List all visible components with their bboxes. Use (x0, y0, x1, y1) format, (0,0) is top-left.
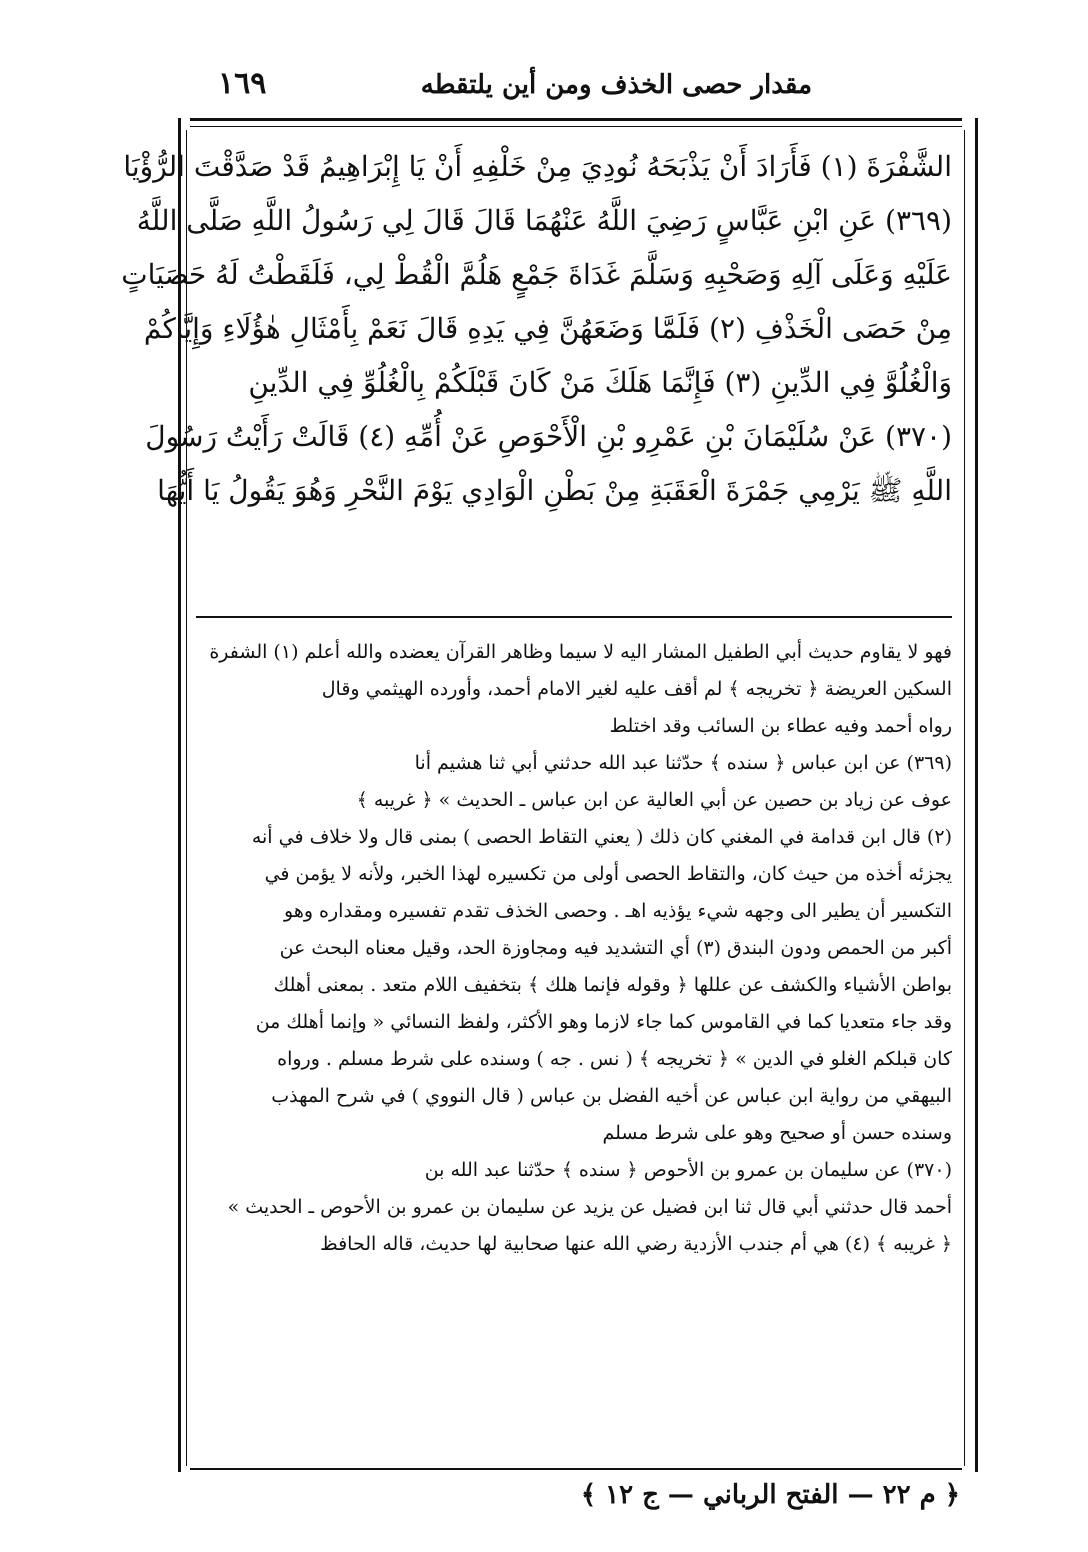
footer-signature: ﴿ م ٢٢ — الفتح الرباني — ج ١٢ ﴾ (580, 1480, 960, 1510)
running-title: مقدار حصى الخذف ومن أين يلتقطه (420, 70, 812, 100)
footnote-line: أكبر من الحمص ودون البندق (٣) أي التشديد فيه ومجاوزة الحد، وقيل معناه البحث عن (279, 937, 952, 959)
footnote-line: فهو لا يقاوم حديث أبي الطفيل المشار اليه لا سيما وظاهر القرآن يعضده والله أعلم (١) الشفرة (209, 641, 952, 663)
footnote-line: بواطن الأشياء والكشف عن عللها ﴿ وقوله فإنما هلك ﴾ بتخفيف اللام متعد . بمعنى أهلك (273, 974, 952, 996)
hadith-369-line: (٣٦٩) عَنِ ابْنِ عَبَّاسٍ رَضِيَ اللَّهُ عَنْهُمَا قَالَ قَالَ لِي رَسُولُ اللَّهِ صَلَّى اللَّهُ (136, 204, 952, 237)
footnote-line: ﴿ غريبه ﴾ (٤) هي أم جندب الأزدية رضي الله عنها صحابية لها حديث، قاله الحافظ (320, 1233, 952, 1255)
main-text-line: وَالْغُلُوَّ فِي الدِّينِ (٣) فَإِنَّمَا هَلَكَ مَنْ كَانَ قَبْلَكُمْ بِالْغُلُوِّ فِي الدِّينِ (248, 366, 952, 399)
footnotes (200, 634, 952, 1263)
footnote-line: وسنده حسن أو صحيح وهو على شرط مسلم (602, 1122, 952, 1144)
frame-top-thin-rule (190, 126, 962, 127)
footnote-line: البيهقي من رواية ابن عباس عن أخيه الفضل بن عباس ( قال النووي ) في شرح المهذب (271, 1085, 952, 1107)
frame-top-rule (190, 118, 962, 121)
frame-bottom-rule (190, 1468, 962, 1470)
frame-inner-right-rule (964, 130, 965, 1466)
main-text (121, 140, 952, 518)
footnote-line: عوف عن زياد بن حصين عن أبي العالية عن ابن عباس ـ الحديث » ﴿ غريبه ﴾ (356, 789, 952, 811)
footnote-line: السكين العريضة ﴿ تخريجه ﴾ لم أقف عليه لغير الامام أحمد، وأورده الهيثمي وقال (321, 678, 952, 700)
footnote-line: يجزئه أخذه من حيث كان، والتقاط الحصى أولى من تكسيره لهذا الخبر، ولأنه لا يؤمن في (264, 863, 952, 885)
footnote-line: (٣٧٠) عن سليمان بن عمرو بن الأحوص ﴿ سنده ﴾ حدّثنا عبد الله بن (424, 1159, 952, 1181)
footnote-line: رواه أحمد وفيه عطاء بن السائب وقد اختلط (609, 715, 952, 737)
footnote-line: أحمد قال حدثني أبي قال ثنا ابن فضيل عن يزيد عن سليمان بن عمرو بن الأحوص ـ الحديث » (227, 1196, 952, 1218)
footnote-line: كان قبلكم الغلو في الدين » ﴿ تخريجه ﴾ ( نس . جه ) وسنده على شرط مسلم . ورواه (277, 1048, 952, 1070)
footnote-divider (196, 616, 952, 618)
footnote-line: وقد جاء متعديا كما في القاموس كما جاء لازما وهو الأكثر، ولفظ النسائي « وإنما أهلك من (255, 1011, 952, 1033)
main-text-line: اللَّهِ ﷺ يَرْمِي جَمْرَةَ الْعَقَبَةِ مِنْ بَطْنِ الْوَادِي يَوْمَ النَّحْرِ وَهُوَ يَقُولُ يَا أَيُّهَا (157, 474, 952, 507)
page-number: ١٦٩ (218, 66, 267, 101)
main-text-line: عَلَيْهِ وَعَلَى آلِهِ وَصَحْبِهِ وَسَلَّمَ غَدَاةَ جَمْعٍ هَلُمَّ الْقُطْ لِي، فَلَقَطْتُ لَهُ حَصَيَاتٍ (121, 258, 952, 291)
running-header (186, 64, 970, 108)
footnote-line: (٢) قال ابن قدامة في المغني كان ذلك ( يعني التقاط الحصى ) بمنى قال ولا خلاف في أنه (251, 826, 952, 848)
main-text-line: الشَّفْرَةَ (١) فَأَرَادَ أَنْ يَذْبَحَهُ نُودِيَ مِنْ خَلْفِهِ أَنْ يَا إِبْرَاهِيمُ قَدْ صَدَّقْتَ الرُّؤْيَا (123, 150, 952, 183)
footnote-line: التكسير أن يطير الى وجهه شيء يؤذيه اهـ . وحصى الخذف تقدم تفسيره ومقداره وهو (284, 900, 952, 922)
hadith-370-line: (٣٧٠) عَنْ سُلَيْمَانَ بْنِ عَمْرِو بْنِ الْأَحْوَصِ عَنْ أُمِّهِ (٤) قَالَتْ رَأَيْتُ رَسُولَ (145, 420, 952, 453)
main-text-line: مِنْ حَصَى الْخَذْفِ (٢) فَلَمَّا وَضَعَهُنَّ فِي يَدِهِ قَالَ نَعَمْ بِأَمْثَالِ هٰؤُلَاءِ وَإِيَّاكُمْ (143, 312, 952, 345)
footnote-line: (٣٦٩) عن ابن عباس ﴿ سنده ﴾ حدّثنا عبد الله حدثني أبي ثنا هشيم أنا (414, 752, 952, 774)
